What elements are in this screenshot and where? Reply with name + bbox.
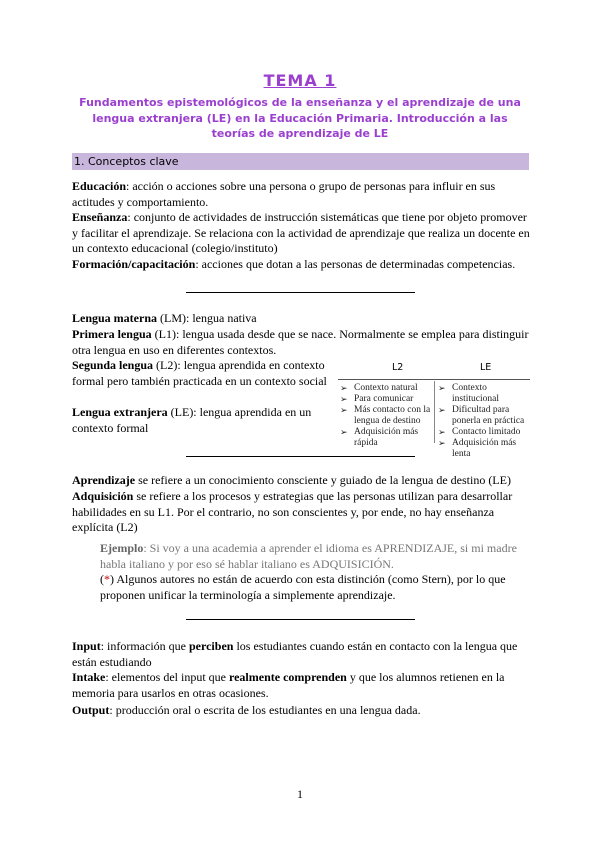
- example-paragraph: [100, 541, 530, 572]
- definition-primera-lengua: [72, 327, 530, 358]
- list-item: ➢ Dificultad para ponerla en práctica: [438, 405, 525, 426]
- example-label: Ejemplo: [100, 541, 144, 555]
- asterisk-mark: *: [104, 572, 110, 586]
- emphasis: perciben: [189, 639, 234, 653]
- list-item: ➢ Más contacto con la lengua de destino: [340, 405, 431, 426]
- term: Aprendizaje: [72, 473, 136, 487]
- definition-text: se refiere a un conocimiento consciente y guiado de la lengua de destino (LE): [135, 473, 511, 487]
- definition-lengua-materna: [72, 311, 530, 327]
- definition-text: (L1): lengua usada desde que se nace. Normalmente se emplea para distinguir otra lengua en uso en diferentes contextos.: [72, 327, 529, 357]
- definition-text: : acciones que dotan a las personas de determinadas competencias.: [195, 257, 516, 271]
- list-item: ➢ Contexto natural: [340, 383, 418, 393]
- list-item: ➢ Adquisición más rápida: [340, 427, 419, 448]
- arrow-bullet-icon: ➢: [438, 405, 446, 415]
- definition-output: Output: producción oral o escrita de los estudiantes en una lengua dada.: [72, 703, 421, 717]
- separator-line: [186, 292, 415, 293]
- term: Lengua materna: [72, 311, 157, 325]
- arrow-bullet-icon: ➢: [340, 394, 348, 404]
- definition-text: (LM): lengua nativa: [157, 311, 257, 325]
- l2-list: [340, 383, 432, 449]
- arrow-bullet-icon: ➢: [340, 383, 348, 393]
- definition-text: (L2): lengua aprendida en contexto formal pero también practicada en un contexto social: [72, 358, 327, 388]
- term: Enseñanza: [72, 210, 128, 224]
- example-text: : Si voy a una academia a aprender el idioma es APRENDIZAJE, si mi madre habla italiano y por eso sé hablar italiano es ADQUISICIÓN.: [100, 541, 517, 571]
- term: Adquisición: [72, 489, 134, 503]
- column-header-le: LE: [480, 362, 492, 373]
- term: Output: [72, 703, 110, 717]
- column-header-l2: L2: [392, 362, 404, 373]
- table-header-rule: [338, 379, 530, 380]
- definition-lengua-extranjera: [72, 405, 334, 436]
- definition-text: : acción o acciones sobre una persona o grupo de personas para influir en sus actitudes y comportamiento.: [72, 179, 496, 209]
- list-item: ➢ Adquisición más lenta: [438, 438, 517, 459]
- definition-educacion: [72, 179, 530, 210]
- table-column-divider: [434, 381, 435, 443]
- list-item: ➢ Para comunicar: [340, 394, 414, 404]
- term: Segunda lengua: [72, 358, 154, 372]
- page-title: TEMA 1: [263, 71, 337, 90]
- arrow-bullet-icon: ➢: [438, 438, 446, 448]
- definition-text: : conjunto de actividades de instrucción sistemáticas que tiene por objeto promover y facilitar el aprendizaje. Se relaciona con la actividad de aprendizaje que realiza un docente en un contexto educacional (colegio/instituto): [72, 210, 530, 255]
- page-number: 1: [297, 787, 303, 801]
- term: Input: [72, 639, 101, 653]
- definition-intake: Intake: elementos del input que realmente comprenden y que los alumnos retienen en la memoria para usarlos en otras ocasiones.: [72, 670, 505, 700]
- arrow-bullet-icon: ➢: [438, 427, 446, 437]
- note-text: Algunos autores no están de acuerdo con esta distinción (como Stern), por lo que proponen unificar la terminología a simplemente aprendizaje.: [100, 572, 506, 602]
- page-subtitle: Fundamentos epistemológicos de la enseñanza y el aprendizaje de una lengua extranjera (LE) en la Educación Primaria. Introducción a las teorías de aprendizaje de LE: [79, 96, 521, 140]
- definition-formacion: [72, 257, 530, 273]
- term: Educación: [72, 179, 127, 193]
- term: Lengua extranjera: [72, 405, 168, 419]
- comparison-table: [338, 362, 530, 459]
- definition-segunda-lengua: [72, 358, 334, 389]
- le-list: [438, 383, 530, 460]
- definition-aprendizaje: [72, 473, 530, 489]
- definition-ensenanza: [72, 210, 530, 257]
- arrow-bullet-icon: ➢: [438, 383, 446, 393]
- separator-line: [186, 619, 415, 620]
- section-heading: 1. Conceptos clave: [72, 153, 529, 170]
- definition-adquisicion: [72, 489, 530, 536]
- definition-input: Input: información que perciben los estudiantes cuando están en contacto con la lengua que están estudiando: [72, 639, 518, 669]
- separator-line: [186, 456, 415, 457]
- definition-text: se refiere a los procesos y estrategias que las personas utilizan para desarrollar habilidades en su L1. Por el contrario, no son conscientes y, por ende, no hay enseñanza explícita (L2): [72, 489, 513, 534]
- term: Primera lengua: [72, 327, 152, 341]
- term: Formación/capacitación: [72, 257, 196, 271]
- list-item: ➢ Contexto institucional: [438, 383, 499, 404]
- arrow-bullet-icon: ➢: [340, 427, 348, 437]
- emphasis: realmente comprenden: [228, 670, 347, 684]
- note-paragraph: (*) Algunos autores no están de acuerdo con esta distinción (como Stern), por lo que proponen unificar la terminología a simplemente aprendizaje.: [100, 572, 506, 602]
- term: Intake: [72, 670, 106, 684]
- list-item: ➢ Contacto limitado: [438, 427, 521, 437]
- arrow-bullet-icon: ➢: [340, 405, 348, 415]
- definition-text: (LE): lengua aprendida en un contexto formal: [72, 405, 312, 435]
